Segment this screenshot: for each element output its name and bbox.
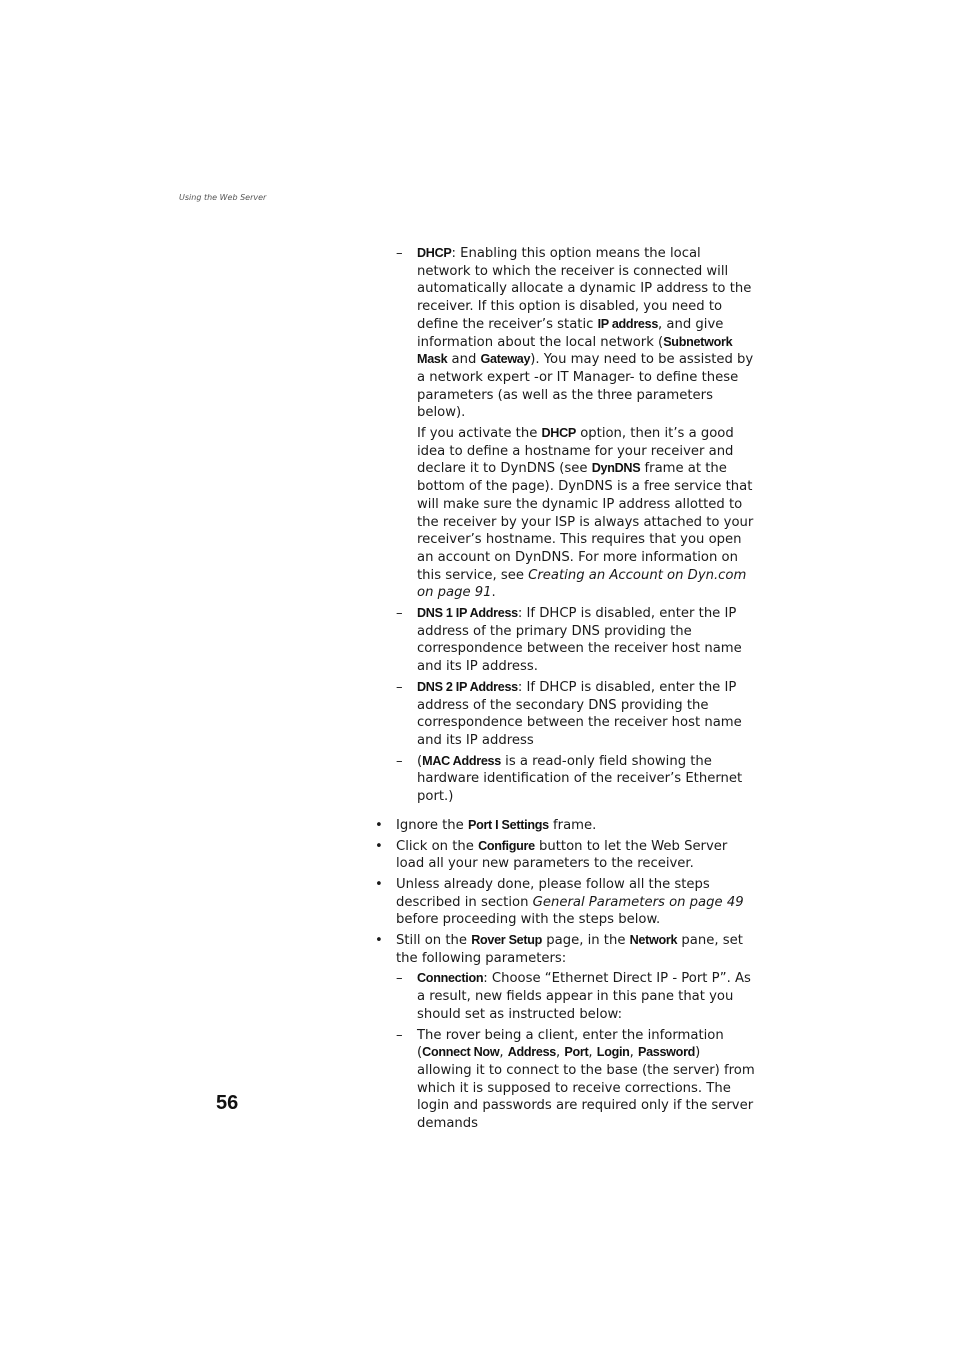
- b1-text-2: frame.: [548, 817, 597, 833]
- bullet-marker: •: [375, 933, 383, 949]
- dash-marker: –: [396, 679, 403, 695]
- dyndns-term: DynDNS: [591, 461, 641, 476]
- bullet-marker: •: [375, 876, 383, 892]
- dyn-reference: Creating an Account on Dyn.com on page 91: [417, 567, 747, 601]
- rover-sep-2: ,: [556, 1045, 565, 1061]
- connection-text: : Choose “Ethernet Direct IP - Port P”. As a result, new fields appear in this pane that you should set as instructed below:: [417, 971, 751, 1022]
- configure-term: Configure: [478, 838, 535, 853]
- password-term: Password: [637, 1045, 696, 1060]
- dhcp-cont-text-3: frame at the bottom of the page). DynDNS is a free service that will make sure the dynamic IP address allotted to the receiver by your ISP is always attached to your receiver’s hostname. This requires that you open an account on DynDNS. For more information on this service, see: [417, 461, 754, 583]
- ip-address-term: IP address: [597, 316, 659, 331]
- bullet-marker: •: [375, 838, 383, 854]
- dns2-item: [375, 679, 755, 750]
- dns1-item: [375, 605, 755, 676]
- address-term: Address: [507, 1045, 557, 1060]
- main-column: [375, 245, 755, 1136]
- dhcp-cont-text-1: If you activate the: [417, 426, 542, 442]
- b1-text-1: Ignore the: [396, 817, 468, 833]
- rover-client-item: [375, 1027, 755, 1133]
- dhcp-term: DHCP: [417, 246, 452, 260]
- dhcp-cont-text-2: option, then it’s a good idea to define a hostname for your receiver and declare it to DynDNS (see: [417, 426, 734, 477]
- port-settings-term: Port I Settings: [467, 817, 549, 832]
- dhcp-cont-text-4: .: [491, 585, 496, 601]
- mac-item: [375, 753, 755, 806]
- login-term: Login: [596, 1045, 630, 1060]
- b4-text-1: Still on the: [396, 933, 472, 949]
- bullet-port-settings: [375, 817, 755, 835]
- dhcp-item: [375, 245, 755, 422]
- mac-text: is a read-only field showing the hardware identification of the receiver’s Ethernet port.): [417, 753, 743, 805]
- running-header: Using the Web Server: [179, 193, 267, 202]
- mac-open: (: [417, 753, 423, 769]
- dhcp-and: and: [447, 352, 481, 368]
- dhcp-text-2: , and give information about the local network (: [417, 316, 724, 350]
- mac-term: MAC Address: [422, 753, 501, 768]
- network-term: Network: [629, 933, 678, 948]
- general-params-reference: General Parameters on page 49: [532, 894, 744, 910]
- dash-marker: –: [396, 971, 403, 987]
- b2-text-1: Click on the: [396, 838, 479, 854]
- subnet-term: Subnetwork Mask: [417, 334, 733, 367]
- dhcp-term-2: DHCP: [541, 426, 577, 441]
- dns2-text: : If DHCP is disabled, enter the IP address of the secondary DNS providing the correspondence between the receiver host name and its IP address: [417, 679, 742, 748]
- rover-sep-3: ,: [588, 1045, 597, 1061]
- rover-text-1: The rover being a client, enter the information (: [417, 1027, 724, 1061]
- rover-sep-1: ,: [499, 1045, 508, 1061]
- b4-text-2: page, in the: [542, 933, 630, 949]
- connection-item: [375, 970, 755, 1023]
- dash-marker: –: [396, 1027, 403, 1043]
- dns2-term: DNS 2 IP Address: [417, 679, 518, 694]
- bullet-general-parameters: [375, 876, 755, 929]
- dhcp-text-1: : Enabling this option means the local network to which the receiver is connected will automatically allocate a dynamic IP address to the receiver. If this option is disabled, you need to define the receiver’s static: [417, 246, 752, 332]
- spacer: [375, 809, 755, 817]
- dns1-text: : If DHCP is disabled, enter the IP address of the primary DNS providing the correspondence between the receiver host name and its IP address.: [417, 606, 742, 675]
- bullet-configure: [375, 838, 755, 873]
- rover-sep-4: ,: [629, 1045, 638, 1061]
- rover-text-2: ) allowing it to connect to the base (the server) from which it is supposed to receive corrections. The login and passwords are required only if the server demands: [417, 1045, 755, 1132]
- dash-marker: –: [396, 753, 403, 769]
- gateway-term: Gateway: [480, 352, 531, 367]
- page-number: 56: [216, 1092, 239, 1114]
- port-term: Port: [564, 1045, 589, 1060]
- rover-setup-term: Rover Setup: [471, 933, 543, 948]
- connect-now-term: Connect Now: [422, 1045, 500, 1060]
- dhcp-text-3: ). You may need to be assisted by a network expert -or IT Manager- to define these parameters (as well as the three parameters below).: [417, 352, 754, 421]
- b4-text-3: pane, set the following parameters:: [396, 933, 743, 966]
- dash-marker: –: [396, 606, 403, 622]
- connection-term: Connection: [417, 971, 484, 986]
- b2-text-2: button to let the Web Server load all your new parameters to the receiver.: [396, 838, 728, 872]
- bullet-rover-setup: [375, 932, 755, 967]
- b3-text-1: Unless already done, please follow all the steps described in section: [396, 876, 710, 910]
- dhcp-continuation: [375, 425, 755, 602]
- dash-marker: –: [396, 246, 403, 261]
- bullet-marker: •: [375, 817, 383, 833]
- b3-text-2: before proceeding with the steps below.: [396, 912, 661, 928]
- dns1-term: DNS 1 IP Address: [417, 606, 518, 621]
